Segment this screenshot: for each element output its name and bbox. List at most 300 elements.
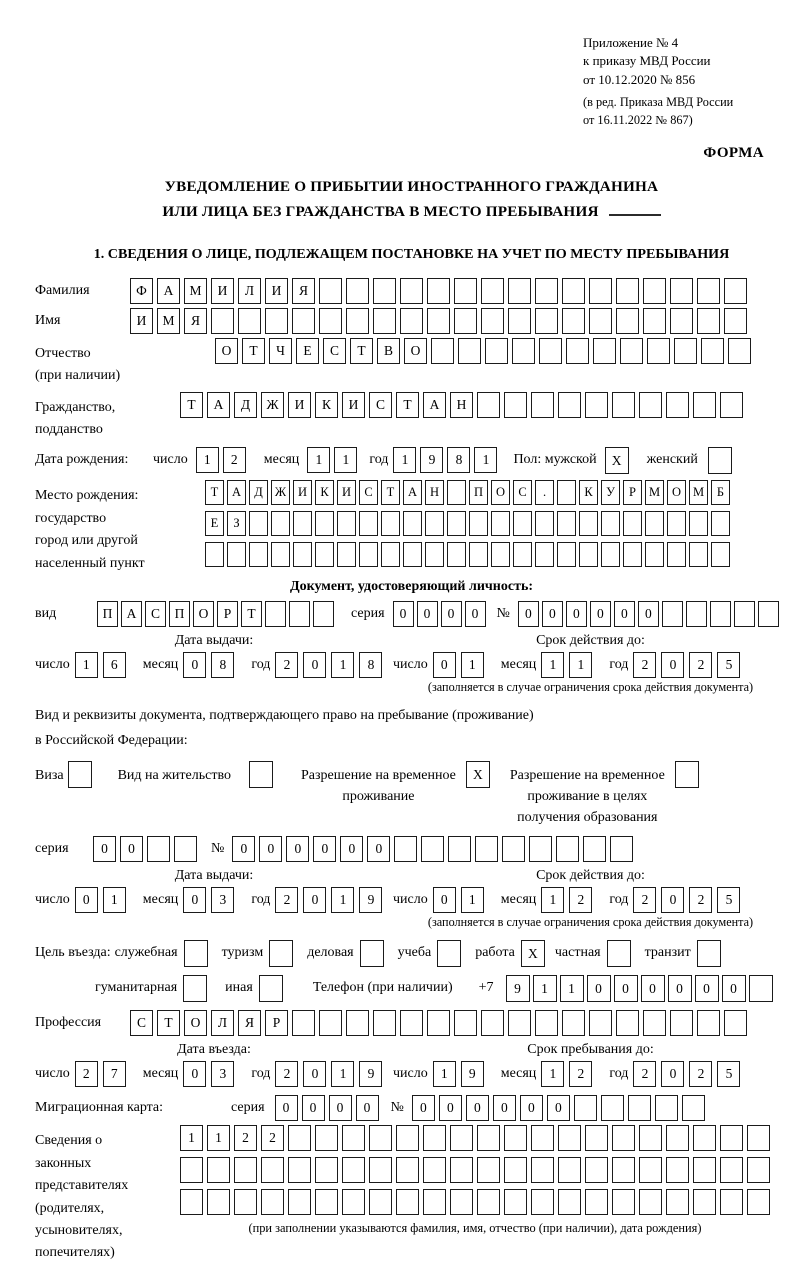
cell[interactable] — [508, 1010, 531, 1036]
cell[interactable] — [556, 836, 579, 862]
cell[interactable]: 1 — [75, 652, 98, 678]
cell[interactable] — [315, 1125, 338, 1151]
cell[interactable] — [711, 542, 730, 567]
cell[interactable]: 3 — [211, 887, 234, 913]
cell[interactable]: О — [215, 338, 238, 364]
cell[interactable]: М — [157, 308, 180, 334]
cell[interactable] — [68, 761, 92, 788]
cell[interactable]: Т — [350, 338, 373, 364]
cell[interactable]: А — [157, 278, 180, 304]
cell[interactable]: 0 — [303, 1061, 326, 1087]
cell[interactable]: 0 — [439, 1095, 462, 1121]
cell[interactable]: 1 — [474, 447, 497, 473]
cell[interactable] — [454, 1010, 477, 1036]
cell[interactable] — [502, 836, 525, 862]
cell[interactable] — [458, 338, 481, 364]
cell[interactable] — [249, 761, 273, 788]
cell[interactable] — [342, 1125, 365, 1151]
cell[interactable] — [360, 940, 384, 967]
cell[interactable]: 9 — [359, 1061, 382, 1087]
temp-residence-checkbox[interactable] — [466, 761, 494, 788]
cell[interactable] — [477, 1157, 500, 1183]
cell[interactable]: М — [689, 480, 708, 505]
cell[interactable]: 0 — [313, 836, 336, 862]
cell[interactable]: 0 — [286, 836, 309, 862]
cell[interactable]: И — [288, 392, 311, 418]
birthplace-line2-cells[interactable] — [205, 511, 733, 536]
cell[interactable]: 1 — [461, 652, 484, 678]
birthplace-line1-cells[interactable] — [205, 480, 733, 505]
cell[interactable]: 1 — [433, 1061, 456, 1087]
cell[interactable]: 9 — [359, 887, 382, 913]
cell[interactable]: Т — [180, 392, 203, 418]
cell[interactable] — [513, 511, 532, 536]
cell[interactable]: Н — [425, 480, 444, 505]
cell[interactable]: Р — [265, 1010, 288, 1036]
cell[interactable]: П — [169, 601, 190, 627]
cell[interactable]: И — [130, 308, 153, 334]
cell[interactable] — [639, 1157, 662, 1183]
cell[interactable] — [180, 1157, 203, 1183]
purpose-work-checkbox[interactable] — [521, 940, 549, 967]
cell[interactable] — [612, 1125, 635, 1151]
cell[interactable]: Р — [217, 601, 238, 627]
cell[interactable] — [643, 1010, 666, 1036]
cell[interactable]: А — [207, 392, 230, 418]
cell[interactable]: 1 — [307, 447, 330, 473]
cell[interactable] — [184, 940, 208, 967]
cell[interactable] — [558, 1125, 581, 1151]
cell[interactable]: 2 — [633, 652, 656, 678]
cell[interactable]: 2 — [275, 887, 298, 913]
cell[interactable] — [535, 278, 558, 304]
cell[interactable] — [454, 278, 477, 304]
cell[interactable] — [557, 511, 576, 536]
cell[interactable] — [293, 542, 312, 567]
cell[interactable]: 0 — [590, 601, 611, 627]
resid-valid-year-cells[interactable] — [633, 887, 745, 913]
migration-series-cells[interactable] — [275, 1095, 383, 1121]
cell[interactable]: 2 — [275, 652, 298, 678]
cell[interactable] — [504, 392, 527, 418]
cell[interactable]: 2 — [689, 1061, 712, 1087]
cell[interactable]: X — [466, 761, 490, 788]
cell[interactable] — [373, 308, 396, 334]
purpose-business-checkbox[interactable] — [360, 940, 388, 967]
cell[interactable] — [269, 940, 293, 967]
cell[interactable]: 5 — [717, 887, 740, 913]
cell[interactable] — [315, 542, 334, 567]
cell[interactable] — [265, 308, 288, 334]
cell[interactable]: 2 — [633, 1061, 656, 1087]
cell[interactable]: 0 — [183, 887, 206, 913]
cell[interactable]: 5 — [717, 1061, 740, 1087]
cell[interactable] — [601, 542, 620, 567]
cell[interactable]: 2 — [689, 887, 712, 913]
cell[interactable]: 1 — [196, 447, 219, 473]
cell[interactable]: О — [193, 601, 214, 627]
cell[interactable] — [558, 1157, 581, 1183]
visa-checkbox[interactable] — [68, 761, 96, 788]
cell[interactable] — [697, 940, 721, 967]
cell[interactable]: 0 — [465, 601, 486, 627]
cell[interactable] — [623, 511, 642, 536]
cell[interactable]: А — [423, 392, 446, 418]
cell[interactable] — [427, 278, 450, 304]
cell[interactable] — [485, 338, 508, 364]
cell[interactable] — [670, 308, 693, 334]
cell[interactable]: 0 — [433, 887, 456, 913]
cell[interactable] — [342, 1157, 365, 1183]
cell[interactable]: 2 — [75, 1061, 98, 1087]
cell[interactable] — [708, 447, 732, 474]
cell[interactable] — [342, 1189, 365, 1215]
cell[interactable] — [539, 338, 562, 364]
birthplace-line3-cells[interactable] — [205, 542, 733, 567]
cell[interactable]: 1 — [569, 652, 592, 678]
purpose-transit-checkbox[interactable] — [697, 940, 725, 967]
cell[interactable] — [450, 1125, 473, 1151]
stay-day-cells[interactable] — [433, 1061, 489, 1087]
cell[interactable]: 0 — [302, 1095, 325, 1121]
cell[interactable] — [562, 278, 585, 304]
representatives-line1-cells[interactable] — [180, 1125, 774, 1151]
cell[interactable] — [585, 1157, 608, 1183]
cell[interactable] — [589, 1010, 612, 1036]
cell[interactable] — [758, 601, 779, 627]
id-doc-number-cells[interactable] — [518, 601, 782, 627]
cell[interactable]: 1 — [331, 887, 354, 913]
cell[interactable] — [645, 542, 664, 567]
cell[interactable] — [400, 278, 423, 304]
cell[interactable] — [319, 308, 342, 334]
cell[interactable]: А — [121, 601, 142, 627]
cell[interactable] — [666, 392, 689, 418]
cell[interactable] — [477, 1125, 500, 1151]
resid-issue-month-cells[interactable] — [183, 887, 239, 913]
given-name-cells[interactable] — [130, 308, 751, 334]
cell[interactable]: Т — [396, 392, 419, 418]
cell[interactable]: Л — [211, 1010, 234, 1036]
cell[interactable] — [211, 308, 234, 334]
cell[interactable] — [481, 308, 504, 334]
cell[interactable]: 0 — [614, 601, 635, 627]
id-valid-month-cells[interactable] — [541, 652, 597, 678]
purpose-official-checkbox[interactable] — [184, 940, 212, 967]
cell[interactable]: 0 — [661, 887, 684, 913]
cell[interactable] — [558, 392, 581, 418]
cell[interactable]: 0 — [695, 975, 719, 1002]
cell[interactable] — [655, 1095, 678, 1121]
cell[interactable]: Т — [241, 601, 262, 627]
cell[interactable] — [579, 511, 598, 536]
cell[interactable]: 2 — [569, 887, 592, 913]
cell[interactable]: 1 — [560, 975, 584, 1002]
cell[interactable] — [747, 1125, 770, 1151]
cell[interactable]: Ч — [269, 338, 292, 364]
cell[interactable] — [450, 1157, 473, 1183]
cell[interactable] — [693, 1125, 716, 1151]
cell[interactable] — [689, 542, 708, 567]
cell[interactable] — [585, 1189, 608, 1215]
cell[interactable]: М — [645, 480, 664, 505]
cell[interactable]: 0 — [303, 652, 326, 678]
cell[interactable]: 0 — [183, 1061, 206, 1087]
cell[interactable]: 2 — [234, 1125, 257, 1151]
cell[interactable] — [288, 1189, 311, 1215]
cell[interactable] — [234, 1157, 257, 1183]
cell[interactable]: Я — [292, 278, 315, 304]
cell[interactable]: Т — [242, 338, 265, 364]
cell[interactable]: И — [293, 480, 312, 505]
cell[interactable]: З — [227, 511, 246, 536]
id-issue-day-cells[interactable] — [75, 652, 131, 678]
cell[interactable]: 8 — [359, 652, 382, 678]
cell[interactable]: П — [469, 480, 488, 505]
cell[interactable]: Л — [238, 278, 261, 304]
cell[interactable] — [249, 542, 268, 567]
cell[interactable] — [207, 1157, 230, 1183]
cell[interactable] — [693, 392, 716, 418]
cell[interactable] — [583, 836, 606, 862]
cell[interactable] — [701, 338, 724, 364]
cell[interactable] — [566, 338, 589, 364]
cell[interactable] — [400, 1010, 423, 1036]
cell[interactable] — [491, 511, 510, 536]
cell[interactable]: Т — [205, 480, 224, 505]
cell[interactable] — [234, 1189, 257, 1215]
cell[interactable] — [475, 836, 498, 862]
cell[interactable] — [346, 308, 369, 334]
birth-day-cells[interactable] — [196, 447, 250, 473]
residence-permit-checkbox[interactable] — [249, 761, 277, 788]
cell[interactable] — [610, 836, 633, 862]
cell[interactable] — [359, 511, 378, 536]
cell[interactable] — [259, 975, 283, 1002]
id-valid-year-cells[interactable] — [633, 652, 745, 678]
cell[interactable] — [450, 1189, 473, 1215]
cell[interactable] — [720, 1125, 743, 1151]
cell[interactable] — [662, 601, 683, 627]
cell[interactable] — [491, 542, 510, 567]
cell[interactable]: А — [227, 480, 246, 505]
cell[interactable] — [747, 1157, 770, 1183]
cell[interactable] — [558, 1189, 581, 1215]
cell[interactable] — [562, 308, 585, 334]
cell[interactable]: 0 — [120, 836, 143, 862]
cell[interactable]: 1 — [334, 447, 357, 473]
cell[interactable] — [180, 1189, 203, 1215]
cell[interactable]: 8 — [447, 447, 470, 473]
cell[interactable] — [369, 1157, 392, 1183]
cell[interactable] — [666, 1157, 689, 1183]
representatives-line3-cells[interactable] — [180, 1189, 774, 1215]
cell[interactable] — [531, 1125, 554, 1151]
cell[interactable] — [427, 1010, 450, 1036]
cell[interactable] — [396, 1189, 419, 1215]
cell[interactable] — [697, 308, 720, 334]
cell[interactable]: 1 — [533, 975, 557, 1002]
cell[interactable] — [427, 308, 450, 334]
cell[interactable]: 9 — [461, 1061, 484, 1087]
cell[interactable] — [183, 975, 207, 1002]
cell[interactable] — [396, 1157, 419, 1183]
sex-male-checkbox[interactable] — [605, 447, 633, 474]
cell[interactable] — [423, 1189, 446, 1215]
surname-cells[interactable] — [130, 278, 751, 304]
cell[interactable] — [289, 601, 310, 627]
cell[interactable] — [403, 542, 422, 567]
cell[interactable] — [469, 542, 488, 567]
cell[interactable] — [359, 542, 378, 567]
cell[interactable] — [369, 1125, 392, 1151]
cell[interactable] — [623, 542, 642, 567]
cell[interactable]: 0 — [493, 1095, 516, 1121]
cell[interactable] — [697, 1010, 720, 1036]
migration-number-cells[interactable] — [412, 1095, 709, 1121]
cell[interactable]: Я — [184, 308, 207, 334]
cell[interactable]: И — [342, 392, 365, 418]
cell[interactable]: Е — [296, 338, 319, 364]
profession-cells[interactable] — [130, 1010, 751, 1036]
stay-year-cells[interactable] — [633, 1061, 745, 1087]
cell[interactable]: И — [211, 278, 234, 304]
cell[interactable]: 2 — [689, 652, 712, 678]
cell[interactable] — [710, 601, 731, 627]
cell[interactable] — [265, 601, 286, 627]
cell[interactable] — [423, 1157, 446, 1183]
cell[interactable] — [666, 1125, 689, 1151]
cell[interactable] — [400, 308, 423, 334]
cell[interactable]: 0 — [466, 1095, 489, 1121]
cell[interactable] — [477, 1189, 500, 1215]
cell[interactable]: 0 — [303, 887, 326, 913]
cell[interactable] — [645, 511, 664, 536]
purpose-private-checkbox[interactable] — [607, 940, 635, 967]
cell[interactable] — [373, 278, 396, 304]
cell[interactable] — [437, 940, 461, 967]
cell[interactable]: И — [337, 480, 356, 505]
cell[interactable] — [481, 278, 504, 304]
cell[interactable]: 2 — [223, 447, 246, 473]
cell[interactable] — [288, 1157, 311, 1183]
cell[interactable]: С — [359, 480, 378, 505]
cell[interactable] — [616, 308, 639, 334]
cell[interactable]: 0 — [722, 975, 746, 1002]
cell[interactable] — [535, 1010, 558, 1036]
cell[interactable] — [369, 1189, 392, 1215]
cell[interactable]: С — [513, 480, 532, 505]
cell[interactable]: 1 — [180, 1125, 203, 1151]
cell[interactable] — [639, 1189, 662, 1215]
birth-month-cells[interactable] — [307, 447, 361, 473]
cell[interactable] — [447, 542, 466, 567]
cell[interactable] — [728, 338, 751, 364]
cell[interactable] — [425, 511, 444, 536]
cell[interactable] — [396, 1125, 419, 1151]
cell[interactable]: О — [184, 1010, 207, 1036]
cell[interactable]: 8 — [211, 652, 234, 678]
cell[interactable]: 9 — [420, 447, 443, 473]
cell[interactable]: 0 — [259, 836, 282, 862]
cell[interactable] — [512, 338, 535, 364]
cell[interactable]: О — [404, 338, 427, 364]
cell[interactable] — [504, 1125, 527, 1151]
cell[interactable] — [557, 480, 576, 505]
cell[interactable]: 0 — [75, 887, 98, 913]
cell[interactable] — [693, 1189, 716, 1215]
cell[interactable] — [271, 542, 290, 567]
cell[interactable] — [469, 511, 488, 536]
cell[interactable] — [292, 1010, 315, 1036]
cell[interactable] — [403, 511, 422, 536]
cell[interactable]: 0 — [614, 975, 638, 1002]
cell[interactable] — [612, 1189, 635, 1215]
cell[interactable] — [682, 1095, 705, 1121]
cell[interactable]: Д — [234, 392, 257, 418]
cell[interactable] — [693, 1157, 716, 1183]
cell[interactable] — [508, 308, 531, 334]
cell[interactable] — [423, 1125, 446, 1151]
cell[interactable] — [394, 836, 417, 862]
cell[interactable] — [585, 392, 608, 418]
citizenship-cells[interactable] — [180, 392, 747, 418]
cell[interactable]: Р — [623, 480, 642, 505]
resid-valid-day-cells[interactable] — [433, 887, 489, 913]
cell[interactable] — [346, 278, 369, 304]
cell[interactable] — [447, 511, 466, 536]
patronymic-cells[interactable] — [215, 338, 755, 364]
cell[interactable] — [643, 308, 666, 334]
cell[interactable]: 6 — [103, 652, 126, 678]
cell[interactable]: Т — [381, 480, 400, 505]
entry-year-cells[interactable] — [275, 1061, 387, 1087]
cell[interactable] — [667, 542, 686, 567]
cell[interactable]: 0 — [412, 1095, 435, 1121]
cell[interactable] — [620, 338, 643, 364]
cell[interactable] — [639, 1125, 662, 1151]
resid-number-cells[interactable] — [232, 836, 637, 862]
cell[interactable]: 0 — [275, 1095, 298, 1121]
cell[interactable]: 0 — [638, 601, 659, 627]
cell[interactable] — [238, 308, 261, 334]
cell[interactable] — [724, 308, 747, 334]
cell[interactable] — [261, 1157, 284, 1183]
cell[interactable] — [261, 1189, 284, 1215]
cell[interactable]: Б — [711, 480, 730, 505]
cell[interactable] — [477, 392, 500, 418]
cell[interactable] — [724, 278, 747, 304]
cell[interactable]: 1 — [207, 1125, 230, 1151]
id-doc-series-cells[interactable] — [393, 601, 489, 627]
cell[interactable] — [454, 308, 477, 334]
cell[interactable]: 0 — [441, 601, 462, 627]
cell[interactable] — [313, 601, 334, 627]
cell[interactable]: 2 — [633, 887, 656, 913]
cell[interactable]: А — [403, 480, 422, 505]
cell[interactable] — [346, 1010, 369, 1036]
cell[interactable] — [607, 940, 631, 967]
cell[interactable] — [670, 278, 693, 304]
cell[interactable] — [288, 1125, 311, 1151]
cell[interactable] — [531, 392, 554, 418]
cell[interactable]: К — [579, 480, 598, 505]
cell[interactable]: 0 — [433, 652, 456, 678]
cell[interactable]: Н — [450, 392, 473, 418]
cell[interactable]: В — [377, 338, 400, 364]
cell[interactable]: М — [184, 278, 207, 304]
cell[interactable]: 1 — [393, 447, 416, 473]
